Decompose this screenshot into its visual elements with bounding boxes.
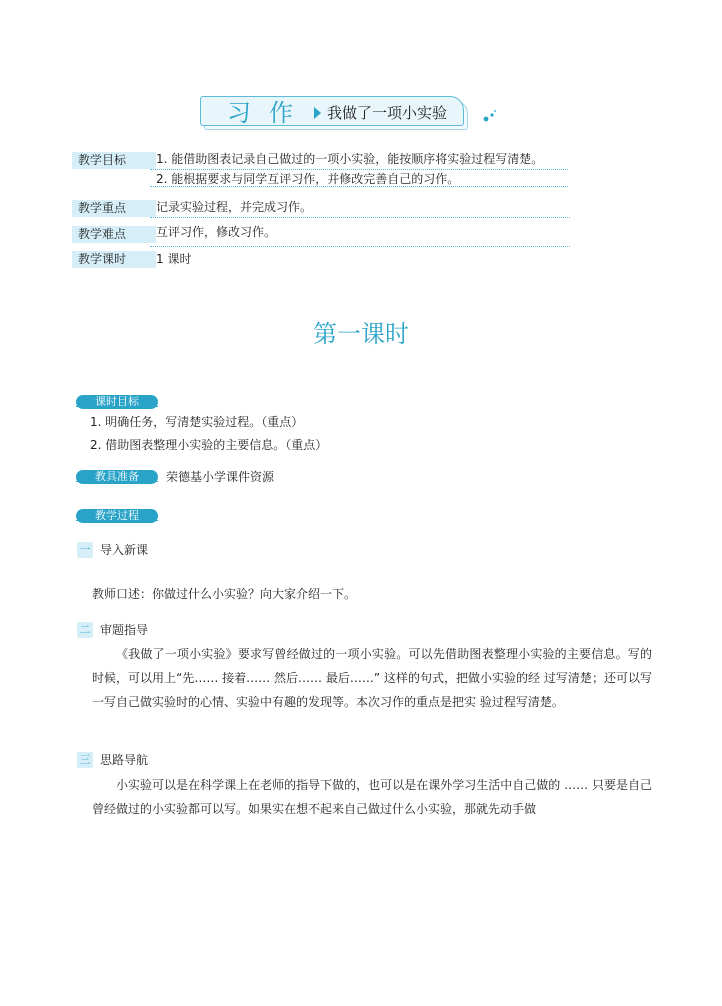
lesson-heading: 第一课时 xyxy=(313,320,409,348)
banner-tab xyxy=(200,96,464,126)
process-tag: 教学过程 xyxy=(76,509,158,523)
tag-underline xyxy=(76,481,158,482)
section-title: 思路导航 xyxy=(100,753,149,767)
difficulty-text: 互评习作，修改习作。 xyxy=(156,225,277,239)
section-title: 审题指导 xyxy=(100,623,149,637)
tag-underline xyxy=(76,520,158,521)
section-number: 二 xyxy=(77,622,93,638)
key-text: 记录实验过程，并完成习作。 xyxy=(156,200,313,214)
section-text: 教师口述：你做过什么小实验？向大家介绍一下。 xyxy=(92,587,357,601)
section-title: 导入新课 xyxy=(100,543,149,557)
dotted-divider xyxy=(150,217,570,218)
lesson-goal-2: 2. 借助图表整理小实验的主要信息。（重点） xyxy=(90,438,328,452)
banner-title: 我做了一项小实验 xyxy=(327,104,448,122)
lesson-goals-tag: 课时目标 xyxy=(76,395,158,409)
prep-text: 荣德基小学课件资源 xyxy=(166,470,275,484)
goal-item-2: 2. 能根据要求与同学互评习作，并修改完善自己的习作。 xyxy=(156,172,460,186)
tag-underline xyxy=(76,406,158,407)
decorative-dots-icon xyxy=(482,108,498,124)
section-number: 三 xyxy=(77,752,93,768)
dotted-divider xyxy=(150,246,570,247)
hours-label: 教学课时 xyxy=(72,251,156,268)
key-label: 教学重点 xyxy=(72,200,156,217)
goal-label: 教学目标 xyxy=(72,152,156,169)
lesson-goal-1: 1. 明确任务，写清楚实验过程。（重点） xyxy=(90,415,304,429)
prep-tag: 教具准备 xyxy=(76,470,158,484)
banner-unit: 习作 xyxy=(227,99,311,127)
play-arrow-icon xyxy=(314,107,321,119)
section-paragraph: 小实验可以是在科学课上在老师的指导下做的，也可以是在课外学习生活中自己做的 …… 只要是自己曾经做过的小实验都可以写。如果实在想不起来自己做过什么小实验，那就先动手做 xyxy=(92,778,652,816)
goal-item-1: 1. 能借助图表记录自己做过的一项小实验，能按顺序将实验过程写清楚。 xyxy=(156,152,544,166)
unit-banner xyxy=(200,96,466,126)
section-paragraph: 《我做了一项小实验》要求写曾经做过的一项小实验。可以先借助图表整理小实验的主要信息。写的时候，可以用上“先…… 接着…… 然后…… 最后……” 这样的句式，把做小实验的经 过写清楚；还可以写一写自己做实验时的心情、实验中有趣的发现等。本次习作的重点是把实 验过程写清楚。 xyxy=(92,647,652,709)
hours-text: 1 课时 xyxy=(156,252,192,266)
difficulty-label: 教学难点 xyxy=(72,226,156,243)
section-number: 一 xyxy=(77,542,93,558)
dotted-divider xyxy=(150,186,568,187)
dotted-divider xyxy=(150,169,568,170)
